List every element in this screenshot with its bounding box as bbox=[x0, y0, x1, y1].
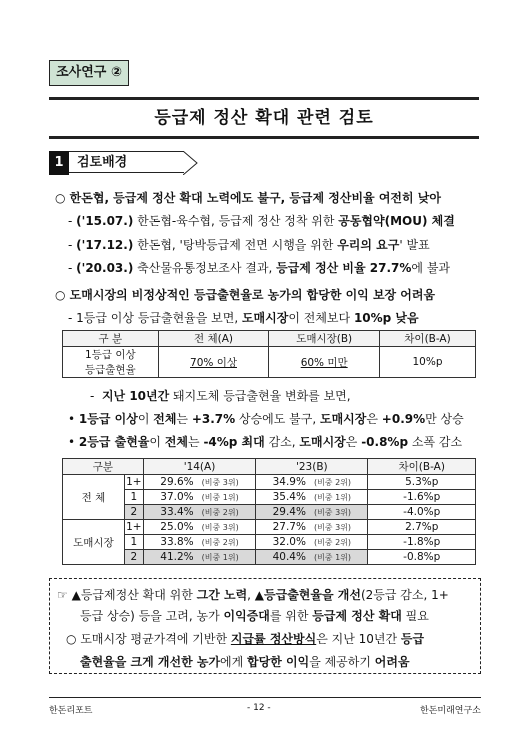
category-badge: 조사연구 ② bbox=[49, 60, 129, 86]
rank-label: (비중 3위) bbox=[201, 523, 239, 532]
footer-rule bbox=[49, 697, 481, 698]
diff-cell: -1.6%p bbox=[368, 490, 476, 505]
section-label: 검토배경 bbox=[69, 151, 184, 173]
rank-label: (비중 3위) bbox=[313, 523, 352, 532]
value: 33.4% bbox=[160, 506, 194, 518]
circle-bullet-icon: ○ bbox=[55, 191, 66, 205]
rank-label: (비중 1위) bbox=[201, 553, 239, 562]
table-group-label: 전 체 bbox=[63, 475, 125, 520]
value-cell bbox=[143, 520, 255, 535]
bullet-2-sub-1: - 1등급 이상 등급출현율을 보면, 도매시장이 전체보다 10%p 낮음 bbox=[68, 311, 419, 325]
value-cell bbox=[143, 490, 255, 505]
diff-cell: -0.8%p bbox=[368, 550, 476, 565]
table-header: 전 체(A) bbox=[158, 331, 269, 347]
rank-label: (비중 2위) bbox=[201, 508, 239, 517]
table-header: 구 분 bbox=[63, 331, 159, 347]
grade-cell: 2 bbox=[124, 550, 143, 565]
rank-label: (비중 2위) bbox=[313, 478, 352, 487]
bullet-1-sub-1: - ('15.07.) 한돈협-육수협, 등급제 정산 정착 위한 공동협약(MOU) 체결 bbox=[68, 214, 455, 228]
value-cell bbox=[256, 490, 368, 505]
table-row bbox=[63, 475, 476, 490]
value-cell bbox=[256, 475, 368, 490]
value: 27.7% bbox=[272, 521, 306, 533]
value: 35.4% bbox=[272, 491, 306, 503]
grade-cell: 1+ bbox=[126, 476, 142, 488]
rank-label: (비중 1위) bbox=[201, 493, 239, 502]
value: 25.0% bbox=[160, 521, 194, 533]
circle-bullet-icon: ○ bbox=[55, 288, 66, 302]
value: 37.0% bbox=[160, 491, 194, 503]
bullet-2: ○ 도매시장의 비정상적인 등급출현율로 농가의 합당한 이익 보장 어려움 bbox=[55, 288, 436, 302]
grade-cell: 1 bbox=[124, 535, 143, 550]
rank-label: (비중 2위) bbox=[201, 538, 239, 547]
grade-trend-table bbox=[62, 458, 476, 565]
diff-cell: -1.8%p bbox=[368, 535, 476, 550]
footer-left: 한돈리포트 bbox=[49, 706, 93, 716]
table-header: 차이(B-A) bbox=[368, 459, 476, 475]
grade-cell: 1+ bbox=[126, 521, 142, 533]
trend-line-2: • 2등급 출현율이 전체는 -4%p 최대 감소, 도매시장은 -0.8%p 소폭 감소 bbox=[68, 435, 463, 449]
trend-intro: - 지난 10년간 돼지도체 등급출현율 변화를 보면, bbox=[90, 389, 351, 403]
conclusion-line-2: 등급 상승) 등을 고려, 농가 이익증대를 위한 등급제 정산 확대 필요 bbox=[80, 609, 429, 623]
value: 33.8% bbox=[160, 536, 194, 548]
value: 41.2% bbox=[160, 551, 194, 563]
trend-line-1: • 1등급 이상이 전체는 +3.7% 상승에도 불구, 도매시장은 +0.9%만 상승 bbox=[68, 412, 464, 426]
section-arrow-icon bbox=[183, 151, 209, 175]
value-cell bbox=[256, 520, 368, 535]
table-header: '14(A) bbox=[143, 459, 255, 475]
page-title: 등급제 정산 확대 관련 검토 bbox=[154, 108, 374, 128]
section-number: 1 bbox=[49, 151, 69, 175]
circle-bullet-icon: ○ bbox=[66, 632, 77, 646]
table-header: 도매시장(B) bbox=[269, 331, 380, 347]
value-cell bbox=[256, 505, 368, 520]
table-cell: 60% 미만 bbox=[269, 347, 380, 378]
table-row bbox=[63, 535, 476, 550]
grade-cell: 1 bbox=[124, 490, 143, 505]
value: 34.9% bbox=[272, 476, 306, 488]
grade-rate-table bbox=[62, 330, 476, 378]
title-block bbox=[49, 97, 479, 139]
pointing-hand-icon: ☞ bbox=[57, 588, 68, 602]
value-cell bbox=[143, 505, 255, 520]
value: 29.6% bbox=[160, 476, 194, 488]
bullet-1-sub-2: - ('17.12.) 한돈협, '탕박등급제 전면 시행을 위한 우리의 요구' 발표 bbox=[68, 238, 430, 252]
table-group-label: 도매시장 bbox=[63, 520, 125, 565]
diff-cell: 2.7%p bbox=[368, 520, 476, 535]
conclusion-line-4: 출현율을 크게 개선한 농가에게 합당한 이익을 제공하기 어려움 bbox=[80, 655, 410, 669]
table-cell: 10%p bbox=[380, 347, 476, 378]
value-cell bbox=[143, 535, 255, 550]
rank-label: (비중 1위) bbox=[313, 553, 352, 562]
table-header: '23(B) bbox=[256, 459, 368, 475]
bullet-1: ○ 한돈협, 등급제 정산 확대 노력에도 불구, 등급제 정산비율 여전히 낮아 bbox=[55, 191, 441, 205]
table-cell: 70% 이상 bbox=[158, 347, 269, 378]
diff-cell: -4.0%p bbox=[368, 505, 476, 520]
conclusion-line-3: ○ 도매시장 평균가격에 기반한 지급률 정산방식은 지난 10년간 등급 bbox=[66, 632, 425, 646]
rank-label: (비중 3위) bbox=[313, 508, 352, 517]
value-cell bbox=[143, 475, 255, 490]
rank-label: (비중 2위) bbox=[313, 538, 352, 547]
diff-cell: 5.3%p bbox=[368, 475, 476, 490]
table-header: 구분 bbox=[63, 459, 144, 475]
table-row bbox=[63, 550, 476, 565]
value-cell bbox=[256, 550, 368, 565]
rank-label: (비중 3위) bbox=[201, 478, 239, 487]
table-header: 차이(B-A) bbox=[380, 331, 476, 347]
value: 32.0% bbox=[272, 536, 306, 548]
value: 40.4% bbox=[272, 551, 306, 563]
table-row bbox=[63, 490, 476, 505]
value-cell bbox=[256, 535, 368, 550]
table-row-label: 1등급 이상 등급출현율 bbox=[63, 347, 159, 378]
value-cell bbox=[143, 550, 255, 565]
bullet-1-sub-3: - ('20.03.) 축산물유통정보조사 결과, 등급제 정산 비율 27.7%에 불과 bbox=[68, 261, 451, 275]
footer-right: 한돈미래연구소 bbox=[420, 706, 481, 716]
conclusion-line-1: ☞ ▲등급제정산 확대 위한 그간 노력, ▲등급출현율을 개선(2등급 감소, 1+ bbox=[57, 588, 449, 602]
table-row bbox=[63, 520, 476, 535]
grade-cell: 2 bbox=[124, 505, 143, 520]
table-row bbox=[63, 505, 476, 520]
rank-label: (비중 1위) bbox=[313, 493, 352, 502]
value: 29.4% bbox=[272, 506, 306, 518]
footer-page-number: - 12 - bbox=[247, 703, 271, 713]
